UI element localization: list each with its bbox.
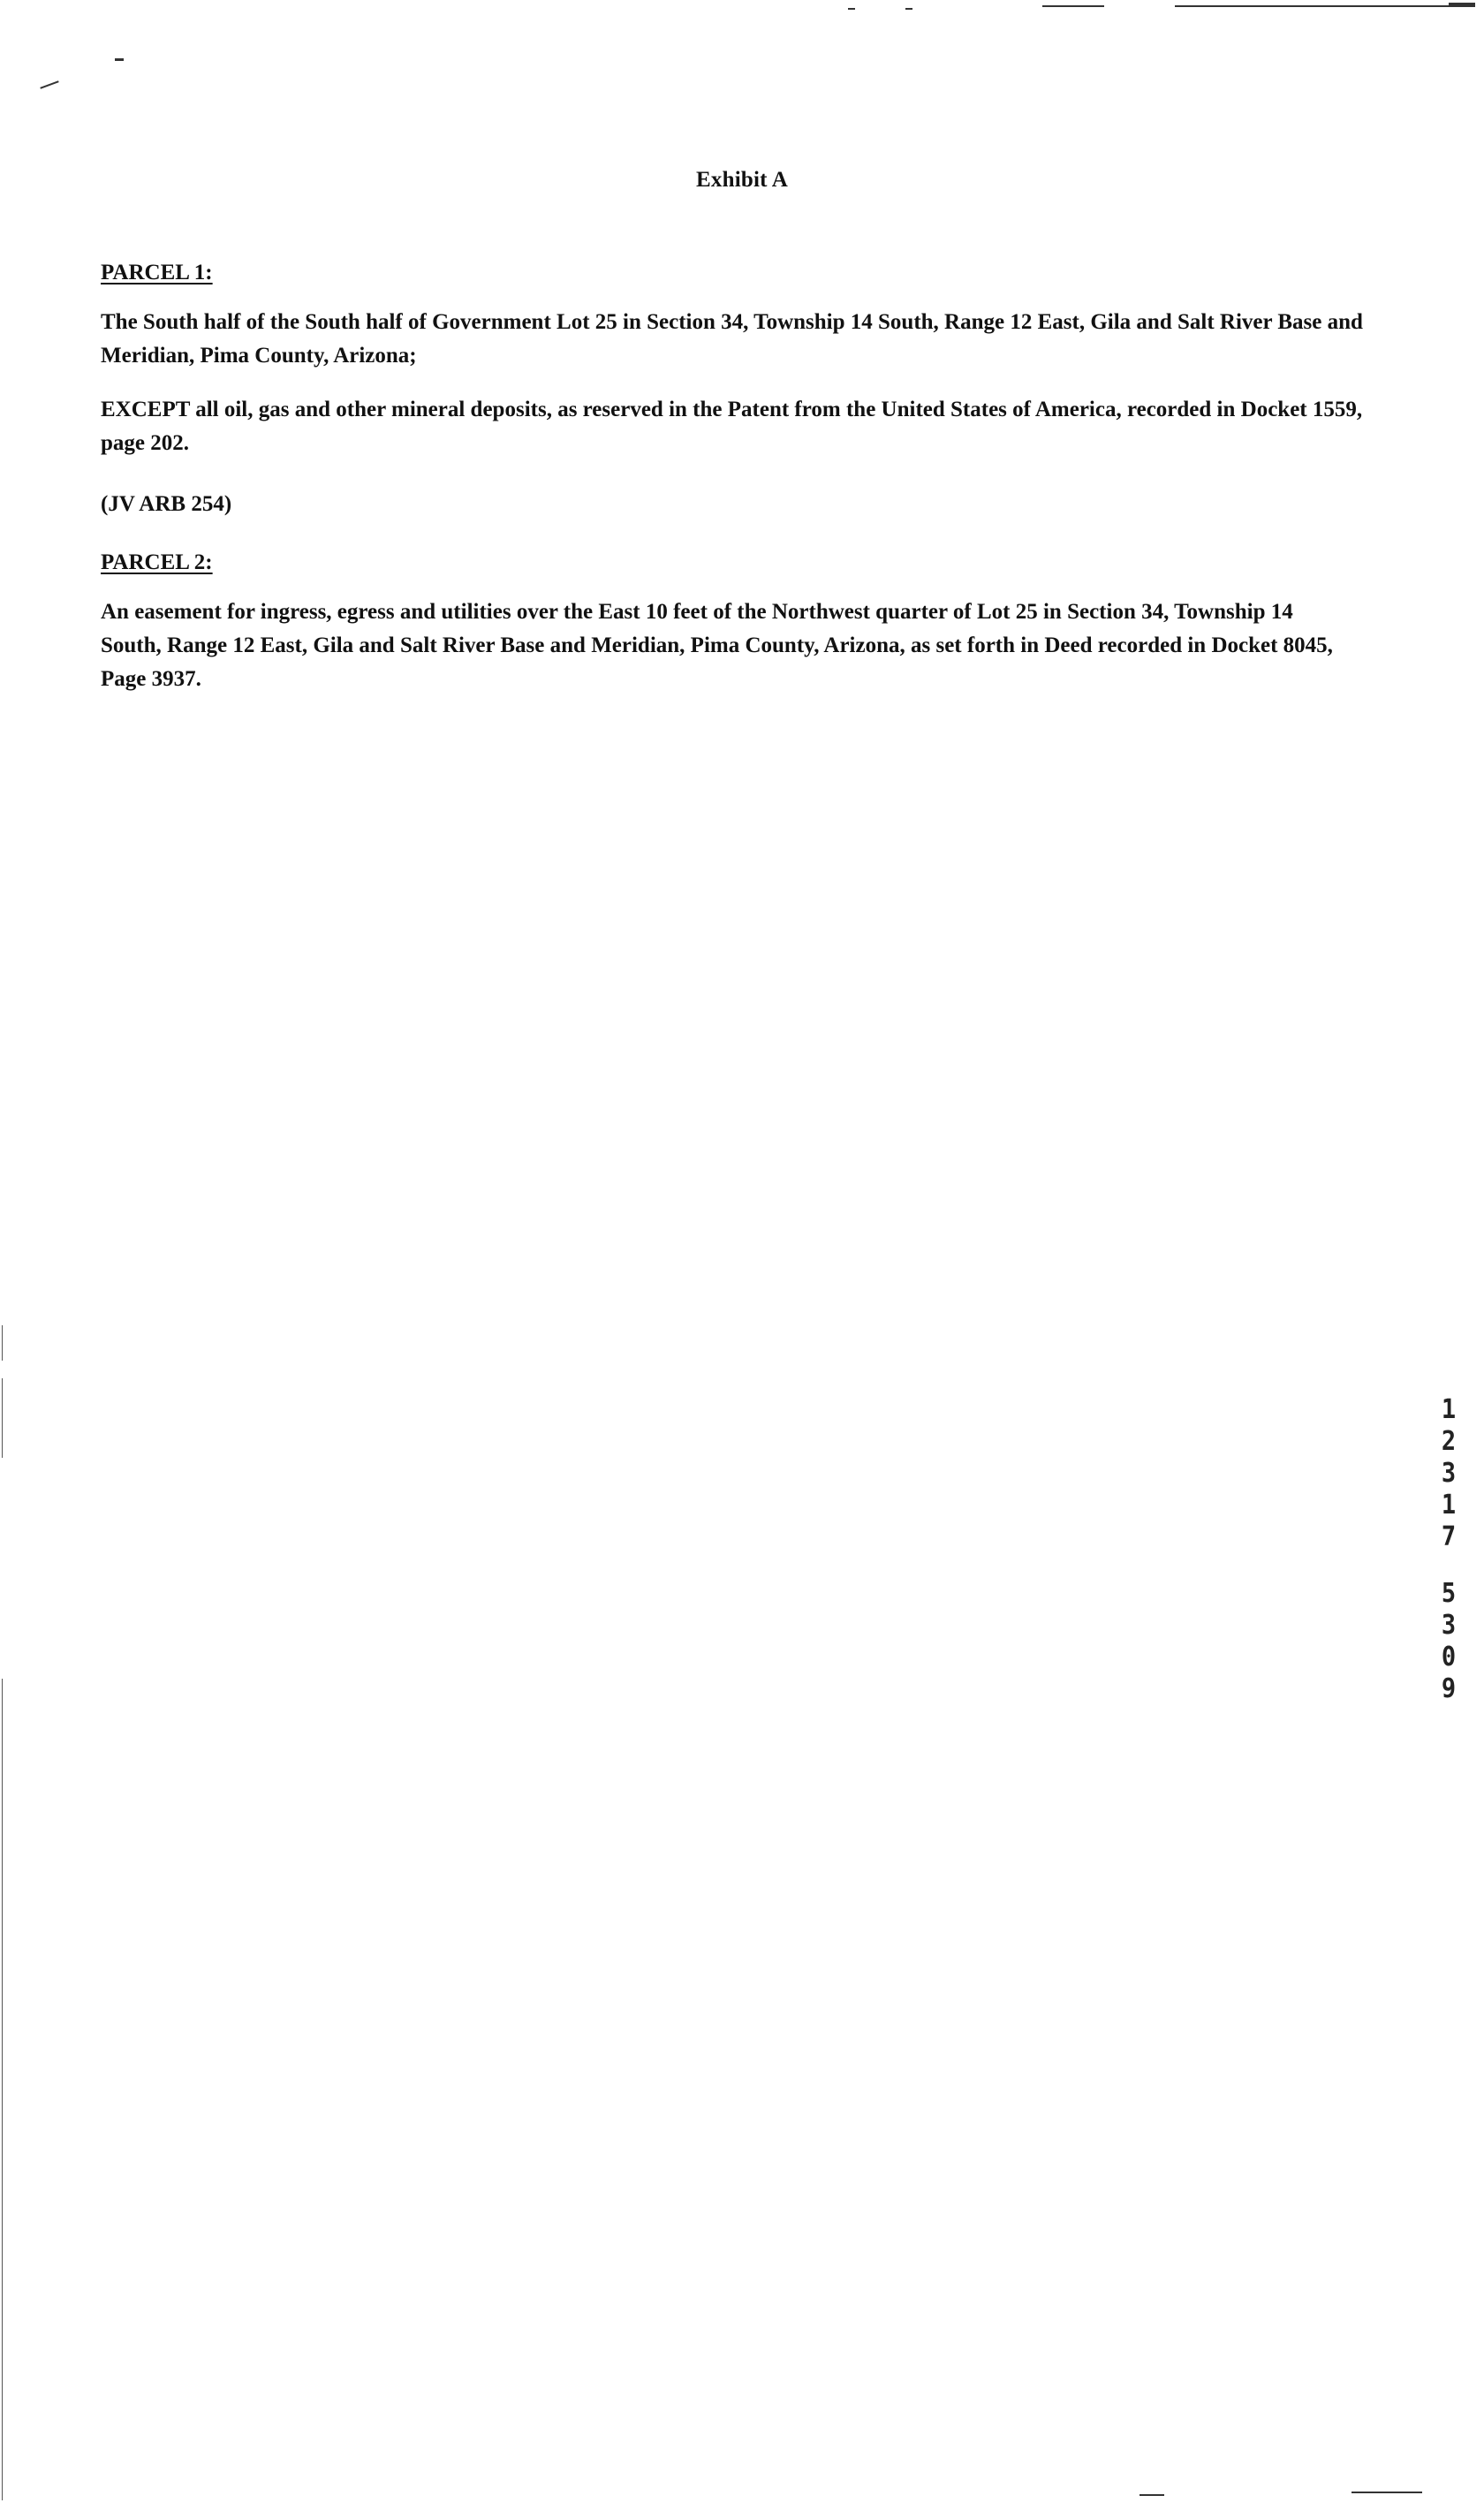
scan-mark	[1352, 2492, 1422, 2493]
section-heading: PARCEL 1:	[101, 261, 213, 284]
stamp-gap	[1433, 1553, 1465, 1578]
scan-mark	[115, 58, 124, 61]
scan-mark	[40, 80, 58, 88]
parcel-2-heading	[101, 546, 1373, 580]
stamp-digit: 3	[1441, 1610, 1457, 1641]
stamp-digit: 0	[1441, 1642, 1457, 1672]
stamp-digit: 5	[1441, 1578, 1457, 1609]
scan-mark	[1175, 5, 1466, 7]
parcel-1-reference: (JV ARB 254)	[101, 492, 232, 516]
document-title: Exhibit A	[696, 168, 788, 192]
scan-mark	[848, 8, 855, 10]
scan-edge-line	[2, 1679, 3, 2500]
parcel-1-description: The South half of the South half of Government Lot 25 in Section 34, Township 14 South, Range 12 East, Gila and Salt River Base and Meridian, Pima County, Arizona;	[101, 310, 1363, 368]
stamp-digit: 1	[1441, 1394, 1457, 1425]
stamp-digit: 9	[1441, 1673, 1457, 1704]
scan-mark	[1140, 2494, 1164, 2496]
scan-edge-line	[2, 1378, 3, 1458]
parcel-1-heading	[101, 256, 1373, 290]
stamp-digit: 2	[1441, 1426, 1457, 1457]
section-heading: PARCEL 2:	[101, 550, 213, 574]
stamp-digit: 1	[1441, 1490, 1457, 1521]
scan-edge-line	[2, 1325, 3, 1361]
stamp-digit: 7	[1441, 1521, 1457, 1552]
scan-mark	[1042, 5, 1104, 7]
scan-mark	[905, 8, 912, 10]
recording-stamp	[1433, 1394, 1465, 1705]
scan-mark	[1449, 3, 1475, 7]
stamp-digit: 3	[1441, 1458, 1457, 1489]
parcel-1-exception: EXCEPT all oil, gas and other mineral deposits, as reserved in the Patent from the United States of America, recorded in Docket 1559, page 202.	[101, 398, 1363, 455]
parcel-2-description: An easement for ingress, egress and utilities over the East 10 feet of the Northwest quarter of Lot 25 in Section 34, Township 14 South, Range 12 East, Gila and Salt River Base and Meridian, Pima County, Arizona, as set forth in Deed recorded in Docket 8045, Page 3937.	[101, 600, 1333, 691]
